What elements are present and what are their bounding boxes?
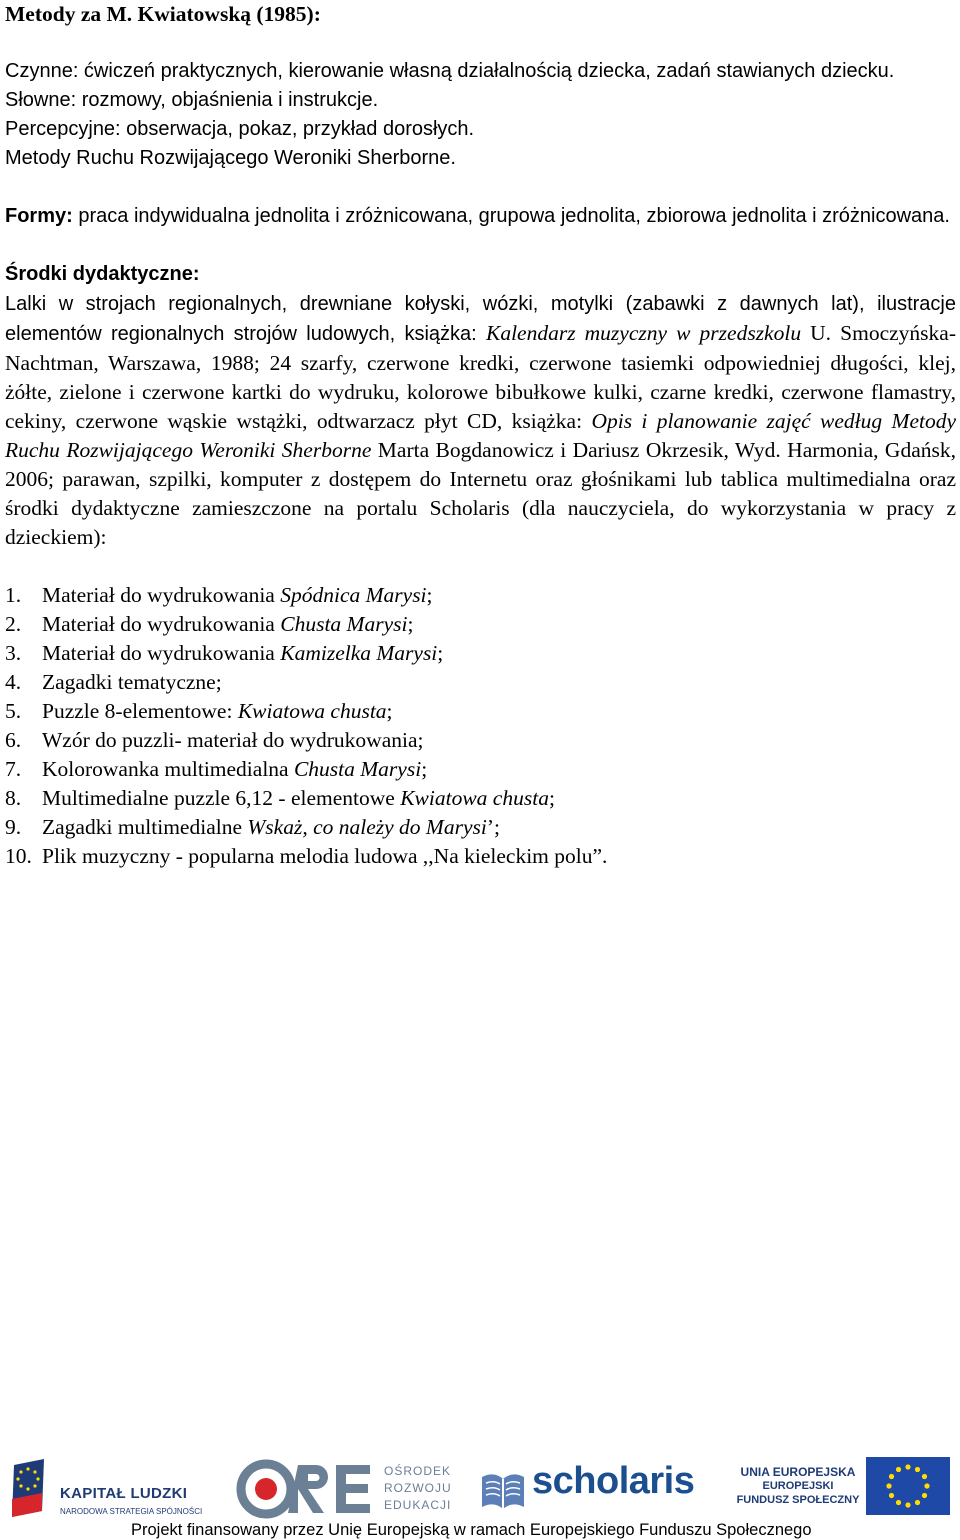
eu-star-icon [886, 1483, 891, 1488]
aids-book2-title: Opis i planowanie zajęć według Metody Ruchu Rozwijającego Weroniki Sherborne [5, 409, 957, 462]
material-number: 2. [5, 612, 22, 636]
material-text: Materiał do wydrukowania Spódnica Marysi; [42, 583, 433, 607]
material-item [5, 639, 956, 668]
methods-heading: Metody za M. Kwiatowską (1985): [5, 2, 321, 26]
material-text: Zagadki tematyczne; [42, 670, 222, 694]
material-text: Zagadki multimedialne Wskaż, co należy do Marysi’; [42, 815, 500, 839]
project-funding-note: Projekt finansowany przez Unię Europejską w ramach Europejskiego Funduszu Społecznego [131, 1521, 812, 1539]
material-item [5, 610, 956, 639]
eu-star-icon [922, 1474, 927, 1479]
material-item [5, 755, 956, 784]
forms-paragraph [5, 202, 956, 231]
kapital-ludzki-flag-icon [8, 1459, 48, 1517]
material-number: 10. [5, 844, 32, 868]
material-item [5, 668, 956, 697]
footer [0, 1455, 960, 1540]
eu-star-icon [915, 1500, 920, 1505]
eu-star-icon [889, 1493, 894, 1498]
material-item [5, 726, 956, 755]
material-item [5, 581, 956, 610]
material-text: Plik muzyczny - popularna melodia ludowa ,,Na kieleckim polu”. [42, 844, 608, 868]
material-item [5, 784, 956, 813]
kapital-ludzki-logo [8, 1457, 203, 1519]
method-perceptual: Percepcyjne: obserwacja, pokaz, przykład dorosłych. [5, 118, 475, 140]
material-number: 6. [5, 728, 22, 752]
forms-text: praca indywidualna jednolita i zróżnicowana, grupowa jednolita, zbiorowa jednolita i zróżnicowana. [72, 205, 950, 227]
eu-star-icon [924, 1483, 929, 1488]
kapital-ludzki-subtitle: NARODOWA STRATEGIA SPÓJNOŚCI [60, 1507, 203, 1516]
ore-mark-icon [236, 1457, 376, 1519]
aids-text-part1: Lalki w strojach regionalnych, drewniane kołyski, wózki, motylki (zabawki z dawnych lat), ilustracje elementów regionalnych strojów ludowych, książka: [5, 293, 956, 345]
material-number: 1. [5, 583, 22, 607]
ore-name: OŚRODEK ROZWOJU EDUKACJI [384, 1464, 452, 1512]
materials-list [5, 581, 956, 871]
ore-logo [236, 1457, 452, 1519]
aids-book1-title: Kalendarz muzyczny w przedszkolu [485, 321, 802, 345]
kapital-ludzki-title: KAPITAŁ LUDZKI [60, 1485, 188, 1502]
method-active: Czynne: ćwiczeń praktycznych, kierowanie własną działalnością dziecka, zadań stawianych dziecku. [5, 60, 895, 82]
material-item [5, 697, 956, 726]
material-number: 8. [5, 786, 22, 810]
methods-list [5, 57, 956, 173]
material-item [5, 842, 956, 871]
material-number: 5. [5, 699, 22, 723]
eu-logo [736, 1459, 952, 1519]
aids-text-part2: U. Smoczyńska- Nachtman, Warszawa, 1988; 24 szarfy, czerwone kredki, czerwone tasiemki odpowiedniej długości, klej, żółte, zielone i czerwone kartki do wydruku, kolorowe bibułkowe kulki, czarne kredki, czerwone flamastry, cekiny, czerwone wąskie wstążki, odtwarzacz płyt CD, książka: [5, 321, 956, 433]
eu-star-icon [896, 1500, 901, 1505]
material-number: 9. [5, 815, 22, 839]
eu-star-icon [922, 1493, 927, 1498]
material-number: 3. [5, 641, 22, 665]
scholaris-wordmark: scholaris [532, 1460, 695, 1502]
material-text: Materiał do wydrukowania Chusta Marysi; [42, 612, 414, 636]
scholaris-logo [478, 1460, 695, 1515]
material-text: Multimedialne puzzle 6,12 - elementowe Kwiatowa chusta; [42, 786, 555, 810]
eu-star-icon [915, 1467, 920, 1472]
material-text: Materiał do wydrukowania Kamizelka Marysi; [42, 641, 444, 665]
method-verbal: Słowne: rozmowy, objaśnienia i instrukcje. [5, 89, 379, 111]
material-text: Kolorowanka multimedialna Chusta Marysi; [42, 757, 428, 781]
material-text: Puzzle 8-elementowe: Kwiatowa chusta; [42, 699, 393, 723]
material-item [5, 813, 956, 842]
aids-heading: Środki dydaktyczne: [5, 263, 200, 285]
material-number: 7. [5, 757, 22, 781]
eu-star-icon [905, 1502, 910, 1507]
scholaris-book-icon [478, 1465, 528, 1515]
eu-star-icon [905, 1464, 910, 1469]
eu-star-icon [889, 1474, 894, 1479]
method-sherborne: Metody Ruchu Rozwijającego Weroniki Sherborne. [5, 147, 456, 169]
eu-star-icon [896, 1467, 901, 1472]
material-text: Wzór do puzzli- materiał do wydrukowania; [42, 728, 424, 752]
eu-text: UNIA EUROPEJSKA EUROPEJSKI FUNDUSZ SPOŁECZNY [736, 1465, 860, 1506]
forms-label: Formy: [5, 205, 73, 227]
aids-paragraph [5, 289, 956, 552]
document-page [5, 0, 956, 871]
material-number: 4. [5, 670, 22, 694]
eu-flag-icon [866, 1457, 950, 1515]
aids-text-part3: Marta Bogdanowicz i Dariusz Okrzesik, Wyd. Harmonia, Gdańsk, 2006; parawan, szpilki, komputer z dostępem do Internetu oraz głośnikami lub tablica multimedialna oraz środki dydaktyczne zamieszczone na portalu Scholaris (dla nauczyciela, do wykorzystania w pracy z dzieckiem): [5, 438, 956, 549]
